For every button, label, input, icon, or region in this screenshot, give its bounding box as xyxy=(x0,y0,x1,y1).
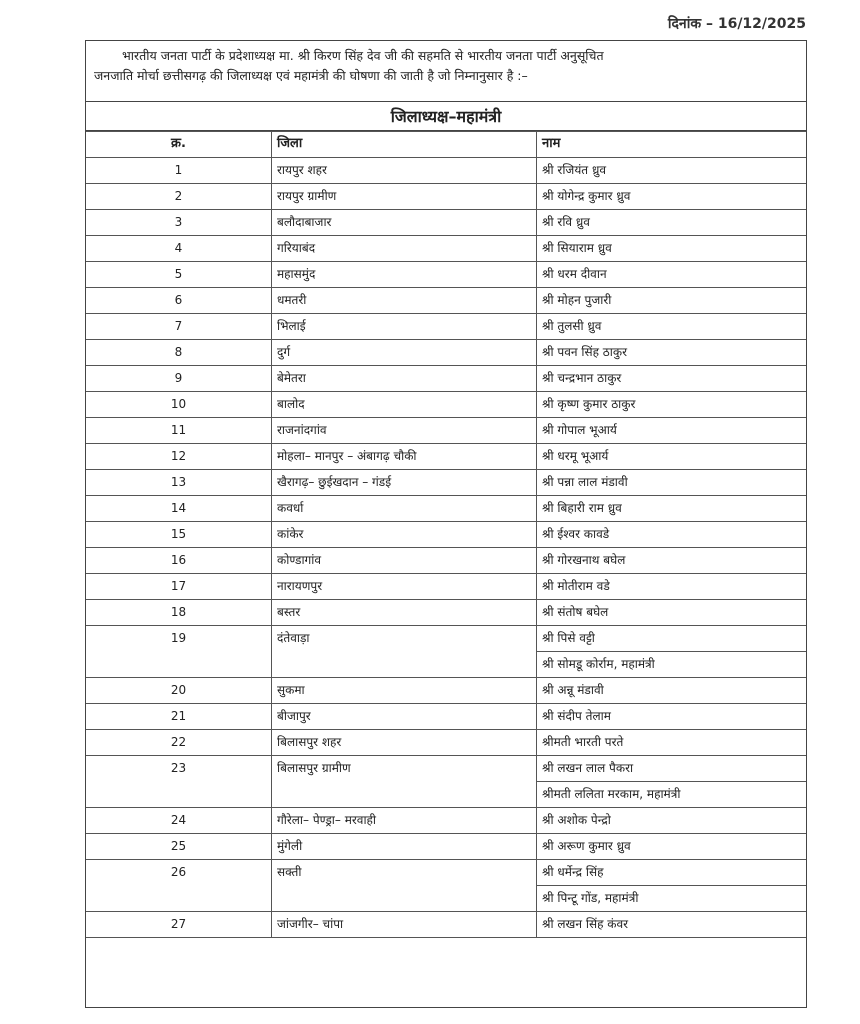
table-row xyxy=(86,366,806,392)
cell-sno: 1 xyxy=(86,158,272,184)
table-row xyxy=(86,288,806,314)
cell-name: श्री रजियंत ध्रुव xyxy=(537,158,807,184)
intro-paragraph xyxy=(86,41,806,102)
cell-name: श्री धरम दीवान xyxy=(537,262,807,288)
cell-sno: 8 xyxy=(86,340,272,366)
cell-district: राजनांदगांव xyxy=(272,418,537,444)
cell-district: कोण्डागांव xyxy=(272,548,537,574)
table-body xyxy=(86,132,806,938)
cell-name: श्री कृष्ण कुमार ठाकुर xyxy=(537,392,807,418)
table-row xyxy=(86,704,806,730)
cell-name: श्री योगेन्द्र कुमार ध्रुव xyxy=(537,184,807,210)
cell-district: मुंगेली xyxy=(272,834,537,860)
cell-district: जांजगीर– चांपा xyxy=(272,912,537,938)
cell-district: भिलाई xyxy=(272,314,537,340)
cell-name: श्री पन्ना लाल मंडावी xyxy=(537,470,807,496)
cell-sno: 2 xyxy=(86,184,272,210)
cell-name: श्री संदीप तेलाम xyxy=(537,704,807,730)
cell-name: श्री चन्द्रभान ठाकुर xyxy=(537,366,807,392)
cell-district: सक्ती xyxy=(272,860,537,912)
cell-sno: 12 xyxy=(86,444,272,470)
cell-name: श्री ईश्वर कावडे xyxy=(537,522,807,548)
cell-name: श्री गोरखनाथ बघेल xyxy=(537,548,807,574)
table-row xyxy=(86,262,806,288)
cell-sno: 13 xyxy=(86,470,272,496)
table-row xyxy=(86,756,806,782)
document-frame xyxy=(85,40,807,1008)
cell-sno: 10 xyxy=(86,392,272,418)
cell-name: श्री तुलसी ध्रुव xyxy=(537,314,807,340)
cell-name: श्री लखन लाल पैकरा xyxy=(537,756,807,782)
table-row xyxy=(86,678,806,704)
cell-district: बालोद xyxy=(272,392,537,418)
cell-sno: 5 xyxy=(86,262,272,288)
cell-sno: 27 xyxy=(86,912,272,938)
intro-line-2: जनजाति मोर्चा छत्तीसगढ़ की जिलाध्यक्ष एवं महामंत्री की घोषणा की जाती है जो निम्नानुसार है :– xyxy=(94,68,528,83)
header-name: नाम xyxy=(537,132,807,158)
cell-name: श्री मोहन पुजारी xyxy=(537,288,807,314)
cell-name: श्री रवि ध्रुव xyxy=(537,210,807,236)
document-date: दिनांक – 16/12/2025 xyxy=(667,16,806,32)
cell-district: बीजापुर xyxy=(272,704,537,730)
cell-district: रायपुर ग्रामीण xyxy=(272,184,537,210)
table-row xyxy=(86,340,806,366)
cell-name: श्री सोमडू कोर्राम, महामंत्री xyxy=(537,652,807,678)
cell-district: बस्तर xyxy=(272,600,537,626)
cell-sno: 20 xyxy=(86,678,272,704)
cell-district: बलौदाबाजार xyxy=(272,210,537,236)
cell-district: कवर्धा xyxy=(272,496,537,522)
header-sno: क्र. xyxy=(86,132,272,158)
cell-district: गरियाबंद xyxy=(272,236,537,262)
cell-district: बिलासपुर शहर xyxy=(272,730,537,756)
table-row xyxy=(86,496,806,522)
cell-district: खैरागढ़– छुईखदान – गंडई xyxy=(272,470,537,496)
cell-name: श्री अन्नू मंडावी xyxy=(537,678,807,704)
cell-district: रायपुर शहर xyxy=(272,158,537,184)
cell-sno: 7 xyxy=(86,314,272,340)
cell-district: सुकमा xyxy=(272,678,537,704)
cell-name: श्री धरमू भूआर्य xyxy=(537,444,807,470)
cell-sno: 19 xyxy=(86,626,272,678)
cell-district: दुर्ग xyxy=(272,340,537,366)
table-row xyxy=(86,236,806,262)
cell-name: श्री संतोष बघेल xyxy=(537,600,807,626)
cell-sno: 25 xyxy=(86,834,272,860)
table-row xyxy=(86,444,806,470)
cell-district: बेमेतरा xyxy=(272,366,537,392)
cell-name: श्री सियाराम ध्रुव xyxy=(537,236,807,262)
table-row xyxy=(86,548,806,574)
cell-district: धमतरी xyxy=(272,288,537,314)
cell-sno: 11 xyxy=(86,418,272,444)
table-row xyxy=(86,626,806,652)
cell-district: बिलासपुर ग्रामीण xyxy=(272,756,537,808)
cell-sno: 17 xyxy=(86,574,272,600)
intro-line-1: भारतीय जनता पार्टी के प्रदेशाध्यक्ष मा. श्री किरण सिंह देव जी की सहमति से भारतीय जनता पार्टी अनुसूचित xyxy=(122,48,604,63)
table-row xyxy=(86,210,806,236)
table-row xyxy=(86,574,806,600)
cell-district: दंतेवाड़ा xyxy=(272,626,537,678)
cell-district: नारायणपुर xyxy=(272,574,537,600)
cell-name: श्री पिन्टू गोंड, महामंत्री xyxy=(537,886,807,912)
table-row xyxy=(86,418,806,444)
table-row xyxy=(86,730,806,756)
cell-name: श्री पिसे वट्टी xyxy=(537,626,807,652)
cell-sno: 23 xyxy=(86,756,272,808)
cell-sno: 18 xyxy=(86,600,272,626)
table-row xyxy=(86,314,806,340)
cell-sno: 22 xyxy=(86,730,272,756)
table-row xyxy=(86,158,806,184)
table-row xyxy=(86,392,806,418)
cell-name: श्री बिहारी राम ध्रुव xyxy=(537,496,807,522)
cell-sno: 14 xyxy=(86,496,272,522)
table-title: जिलाध्यक्ष–महामंत्री xyxy=(86,102,806,131)
table-row xyxy=(86,912,806,938)
table-header-row xyxy=(86,132,806,158)
table-row xyxy=(86,808,806,834)
table-row xyxy=(86,522,806,548)
cell-name: श्रीमती ललिता मरकाम, महामंत्री xyxy=(537,782,807,808)
cell-name: श्रीमती भारती परते xyxy=(537,730,807,756)
cell-district: कांकेर xyxy=(272,522,537,548)
table-row xyxy=(86,834,806,860)
cell-name: श्री धर्मेन्द्र सिंह xyxy=(537,860,807,886)
cell-sno: 9 xyxy=(86,366,272,392)
header-district: जिला xyxy=(272,132,537,158)
cell-sno: 3 xyxy=(86,210,272,236)
cell-sno: 21 xyxy=(86,704,272,730)
cell-name: श्री गोपाल भूआर्य xyxy=(537,418,807,444)
cell-sno: 26 xyxy=(86,860,272,912)
table-row xyxy=(86,470,806,496)
office-bearers-table xyxy=(86,131,806,938)
cell-name: श्री लखन सिंह कंवर xyxy=(537,912,807,938)
table-row xyxy=(86,860,806,886)
cell-name: श्री अरूण कुमार ध्रुव xyxy=(537,834,807,860)
table-row xyxy=(86,184,806,210)
table-row xyxy=(86,600,806,626)
cell-district: मोहला– मानपुर – अंबागढ़ चौकी xyxy=(272,444,537,470)
cell-district: गौरेला– पेण्ड्रा– मरवाही xyxy=(272,808,537,834)
cell-sno: 6 xyxy=(86,288,272,314)
cell-name: श्री पवन सिंह ठाकुर xyxy=(537,340,807,366)
cell-sno: 24 xyxy=(86,808,272,834)
cell-sno: 4 xyxy=(86,236,272,262)
cell-name: श्री अशोक पेन्द्रो xyxy=(537,808,807,834)
cell-name: श्री मोतीराम वडे xyxy=(537,574,807,600)
cell-sno: 15 xyxy=(86,522,272,548)
cell-sno: 16 xyxy=(86,548,272,574)
cell-district: महासमुंद xyxy=(272,262,537,288)
